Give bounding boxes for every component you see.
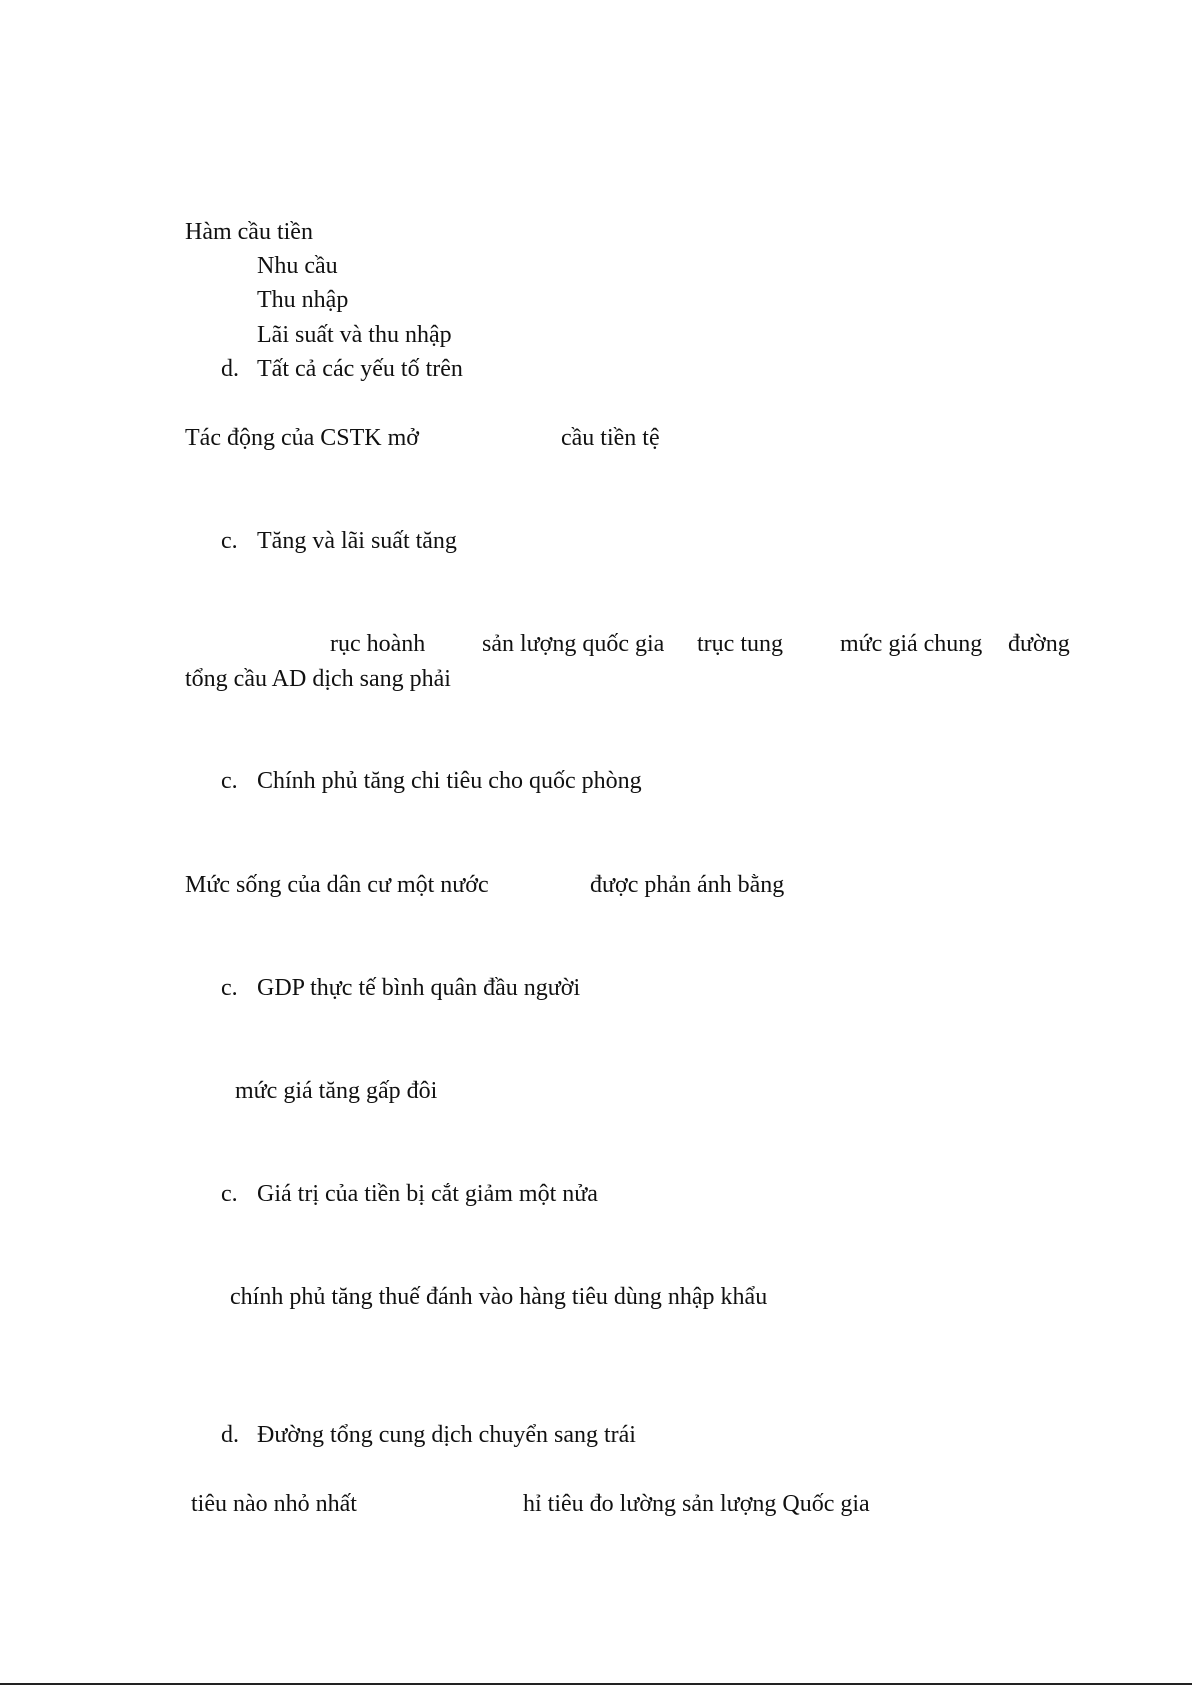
q1-option-d-marker: d. <box>221 356 239 382</box>
q1-option-d: Tất cả các yếu tố trên <box>257 356 463 382</box>
q3-stem-part3: trục tung <box>697 631 783 657</box>
q3-stem-part4: mức giá chung <box>840 631 983 657</box>
q2-answer: Tăng và lãi suất tăng <box>257 528 457 554</box>
q7-stem-part2: hỉ tiêu đo lường sản lượng Quốc gia <box>523 1491 870 1517</box>
q3-answer-marker: c. <box>221 768 238 794</box>
q5-answer: Giá trị của tiền bị cắt giảm một nửa <box>257 1181 598 1207</box>
q3-stem-part2: sản lượng quốc gia <box>482 631 665 657</box>
q3-answer: Chính phủ tăng chi tiêu cho quốc phòng <box>257 768 642 794</box>
q5-stem: mức giá tăng gấp đôi <box>235 1078 438 1104</box>
q6-stem: chính phủ tăng thuế đánh vào hàng tiêu dùng nhập khẩu <box>230 1284 768 1310</box>
q4-answer-marker: c. <box>221 975 238 1001</box>
q2-stem-part2: cầu tiền tệ <box>561 425 660 451</box>
q1-option-b: Thu nhập <box>257 287 349 313</box>
q5-answer-marker: c. <box>221 1181 238 1207</box>
q7-stem-part1: tiêu nào nhỏ nhất <box>191 1491 357 1517</box>
q1-option-c: Lãi suất và thu nhập <box>257 322 452 348</box>
q4-stem-part2: được phản ánh bằng <box>590 872 785 898</box>
q6-answer: Đường tổng cung dịch chuyển sang trái <box>257 1422 636 1448</box>
q3-stem-part5: đường <box>1008 631 1070 657</box>
q1-stem: Hàm cầu tiền <box>185 219 313 245</box>
q4-stem-part1: Mức sống của dân cư một nước <box>185 872 489 898</box>
q3-stem-line2: tổng cầu AD dịch sang phải <box>185 666 451 692</box>
q4-answer: GDP thực tế bình quân đầu người <box>257 975 581 1001</box>
q3-stem-part1: rục hoành <box>330 631 426 657</box>
q1-option-a: Nhu cầu <box>257 253 338 279</box>
q6-answer-marker: d. <box>221 1422 239 1448</box>
q2-answer-marker: c. <box>221 528 238 554</box>
q2-stem-part1: Tác động của CSTK mở <box>185 425 419 451</box>
